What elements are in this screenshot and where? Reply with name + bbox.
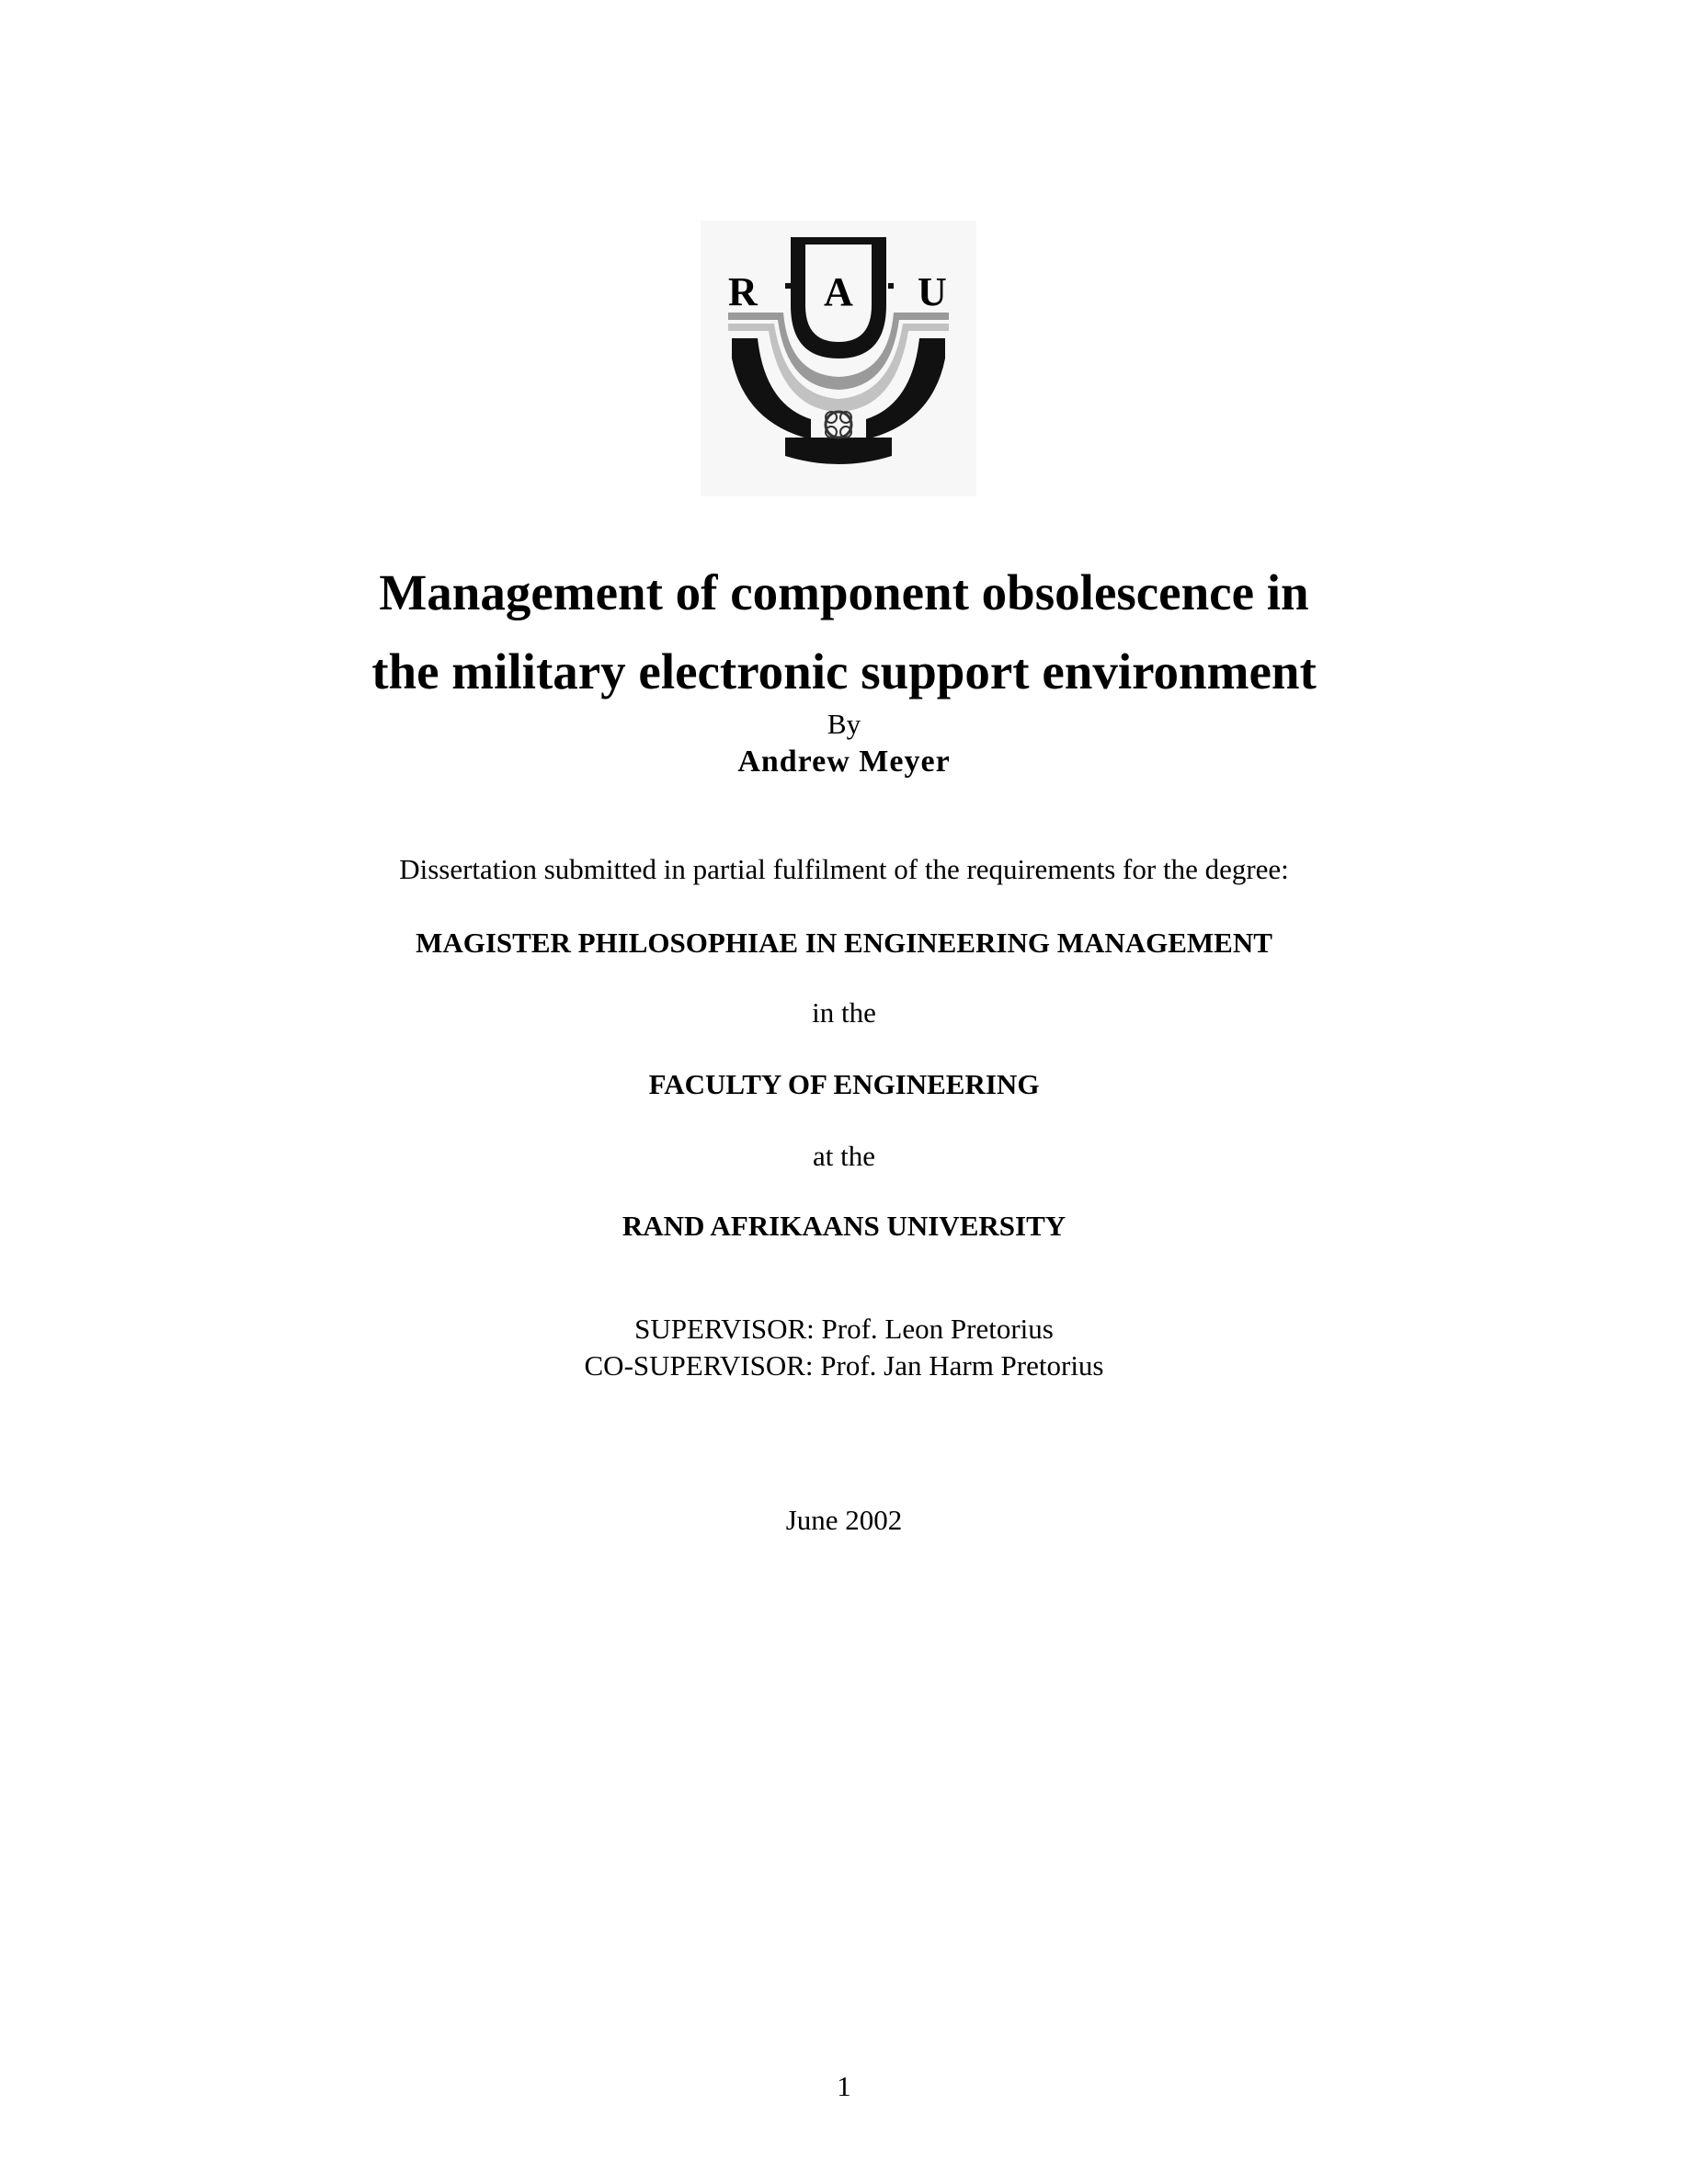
crest-letter-a: A [824,269,853,314]
crest-letter-r: R [728,269,758,314]
page-number: 1 [837,2070,851,2102]
university-crest-icon [701,221,976,496]
degree-name: MAGISTER PHILOSOPHIAE IN ENGINEERING MANAGEMENT [416,927,1272,959]
dissertation-statement: Dissertation submitted in partial fulfilment of the requirements for the degree: [399,853,1289,885]
university-name: RAND AFRIKAANS UNIVERSITY [622,1210,1066,1242]
title-line-1: Management of component obsolescence in [379,564,1309,620]
at-the-label: at the [813,1140,875,1172]
document-title [0,553,1688,711]
author-name: Andrew Meyer [737,745,951,779]
title-line-2: the military electronic support environment [371,643,1317,700]
in-the-label: in the [812,996,876,1029]
crest-letter-u: U [918,269,947,314]
co-supervisor-line: CO-SUPERVISOR: Prof. Jan Harm Pretorius [584,1349,1104,1382]
submission-date: June 2002 [785,1504,903,1536]
by-label: By [827,708,861,740]
supervisor-line: SUPERVISOR: Prof. Leon Pretorius [634,1313,1054,1345]
faculty-name: FACULTY OF ENGINEERING [648,1068,1040,1100]
